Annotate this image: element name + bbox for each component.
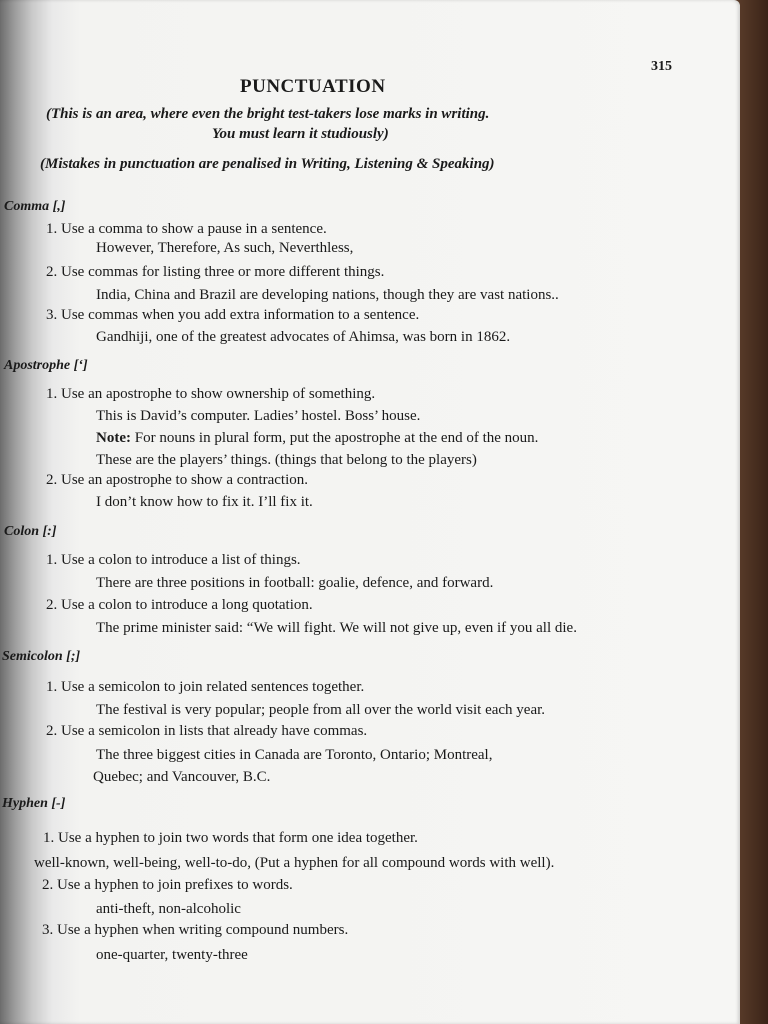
apostrophe-heading: Apostrophe [‘]: [4, 358, 88, 373]
apostrophe-item-2: 2. Use an apostrophe to show a contraction.: [46, 472, 309, 488]
semicolon-item-2: 2. Use a semicolon in lists that already have commas.: [46, 723, 368, 739]
apostrophe-example-3: I don’t know how to fix it. I’ll fix it.: [96, 494, 313, 510]
hyphen-item-3: 3. Use a hyphen when writing compound numbers.: [42, 922, 349, 938]
comma-item-3: 3. Use commas when you add extra information to a sentence.: [46, 307, 420, 323]
hyphen-item-2: 2. Use a hyphen to join prefixes to words.: [42, 877, 293, 893]
apostrophe-example-1: This is David’s computer. Ladies’ hostel. Boss’ house.: [96, 408, 421, 424]
colon-example-1: There are three positions in football: goalie, defence, and forward.: [96, 575, 494, 591]
colon-example-2: The prime minister said: “We will fight. We will not give up, even if you all die.: [96, 620, 577, 636]
semicolon-example-1: The festival is very popular; people from all over the world visit each year.: [96, 702, 546, 718]
hyphen-example-2: anti-theft, non-alcoholic: [96, 901, 241, 917]
hyphen-example-3: one-quarter, twenty-three: [96, 947, 248, 963]
note-label: Note:: [96, 430, 131, 446]
comma-item-2: 2. Use commas for listing three or more different things.: [46, 264, 385, 280]
semicolon-heading: Semicolon [;]: [2, 649, 81, 664]
colon-item-2: 2. Use a colon to introduce a long quotation.: [46, 597, 313, 613]
intro-line-2: You must learn it studiously): [212, 126, 389, 142]
note-text: For nouns in plural form, put the apostrophe at the end of the noun.: [130, 430, 539, 446]
semicolon-example-3: Quebec; and Vancouver, B.C.: [93, 769, 271, 785]
apostrophe-item-1: 1. Use an apostrophe to show ownership of something.: [46, 386, 376, 402]
colon-item-1: 1. Use a colon to introduce a list of things.: [46, 552, 301, 568]
apostrophe-example-2: These are the players’ things. (things that belong to the players): [96, 452, 477, 468]
apostrophe-note: [96, 430, 538, 447]
intro-line-1: (This is an area, where even the bright test-takers lose marks in writing.: [46, 106, 490, 122]
page-title: PUNCTUATION: [240, 76, 386, 97]
semicolon-example-2: The three biggest cities in Canada are Toronto, Ontario; Montreal,: [96, 747, 493, 763]
comma-item-1: 1. Use a comma to show a pause in a sentence.: [46, 221, 327, 237]
hyphen-item-1: 1. Use a hyphen to join two words that form one idea together.: [43, 830, 418, 846]
comma-example-2: India, China and Brazil are developing nations, though they are vast nations..: [96, 287, 559, 303]
comma-example-3: Gandhiji, one of the greatest advocates of Ahimsa, was born in 1862.: [96, 329, 511, 345]
page-number: 315: [651, 59, 672, 74]
colon-heading: Colon [:]: [4, 524, 57, 539]
hyphen-heading: Hyphen [-]: [2, 796, 66, 811]
comma-heading: Comma [,]: [4, 199, 66, 214]
intro-line-3: (Mistakes in punctuation are penalised in Writing, Listening & Speaking): [40, 156, 495, 172]
semicolon-item-1: 1. Use a semicolon to join related sentences together.: [46, 679, 365, 695]
hyphen-example-1: well-known, well-being, well-to-do, (Put a hyphen for all compound words with well).: [34, 855, 555, 871]
comma-example-1: However, Therefore, As such, Neverthless,: [96, 240, 354, 256]
